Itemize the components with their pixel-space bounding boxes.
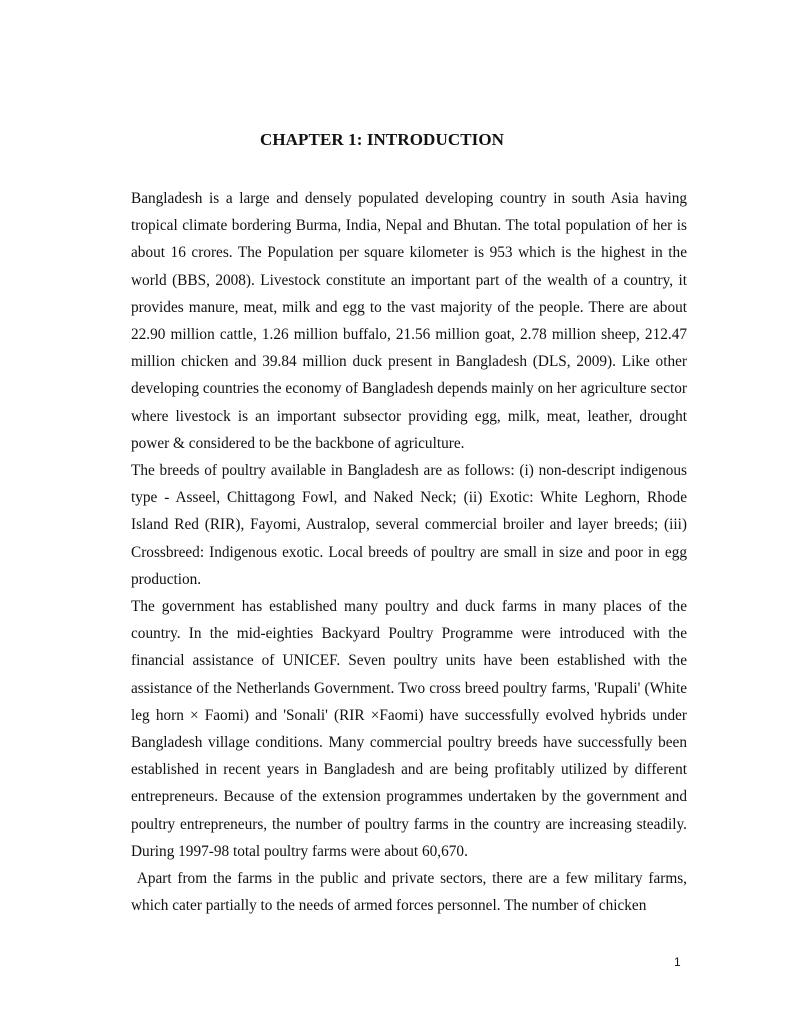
body-text — [131, 185, 691, 919]
page-number: 1 — [674, 955, 681, 969]
paragraph: Bangladesh is a large and densely populated developing country in south Asia having tropical climate bordering Burma, India, Nepal and Bhutan. The total population of her is about 16 crores. The Population per square kilometer is 953 which is the highest in the world (BBS, 2008). Livestock constitute an important part of the wealth of a country, it provides manure, meat, milk and egg to the vast majority of the people. There are about 22.90 million cattle, 1.26 million buffalo, 21.56 million goat, 2.78 million sheep, 212.47 million chicken and 39.84 million duck present in Bangladesh (DLS, 2009). Like other developing countries the economy of Bangladesh depends mainly on her agriculture sector where livestock is an important subsector providing egg, milk, meat, leather, drought power & considered to be the backbone of agriculture. — [131, 190, 687, 452]
paragraph: The breeds of poultry available in Bangladesh are as follows: (i) non-descript indigenous type - Asseel, Chittagong Fowl, and Naked Neck; (ii) Exotic: White Leghorn, Rhode Island Red (RIR), Fayomi, Australop, several commercial broiler and layer breeds; (iii) Crossbreed: Indigenous exotic. Local breeds of poultry are small in size and poor in egg production. — [131, 462, 687, 588]
paragraph: Apart from the farms in the public and private sectors, there are a few military farms, which cater partially to the needs of armed forces personnel. The number of chicken — [131, 870, 691, 915]
paragraph: The government has established many poultry and duck farms in many places of the country. In the mid-eighties Backyard Poultry Programme were introduced with the financial assistance of UNICEF. Seven poultry units have been established with the assistance of the Netherlands Government. Two cross breed poultry farms, 'Rupali' (White leg horn × Faomi) and 'Sonali' (RIR ×Faomi) have successfully evolved hybrids under Bangladesh village conditions. Many commercial poultry breeds have successfully been established in recent years in Bangladesh and are being profitably utilized by different entrepreneurs. Because of the extension programmes undertaken by the government and poultry entrepreneurs, the number of poultry farms in the country are increasing steadily. During 1997-98 total poultry farms were about 60,670. — [131, 598, 687, 860]
chapter-title: CHAPTER 1: INTRODUCTION — [259, 130, 505, 149]
